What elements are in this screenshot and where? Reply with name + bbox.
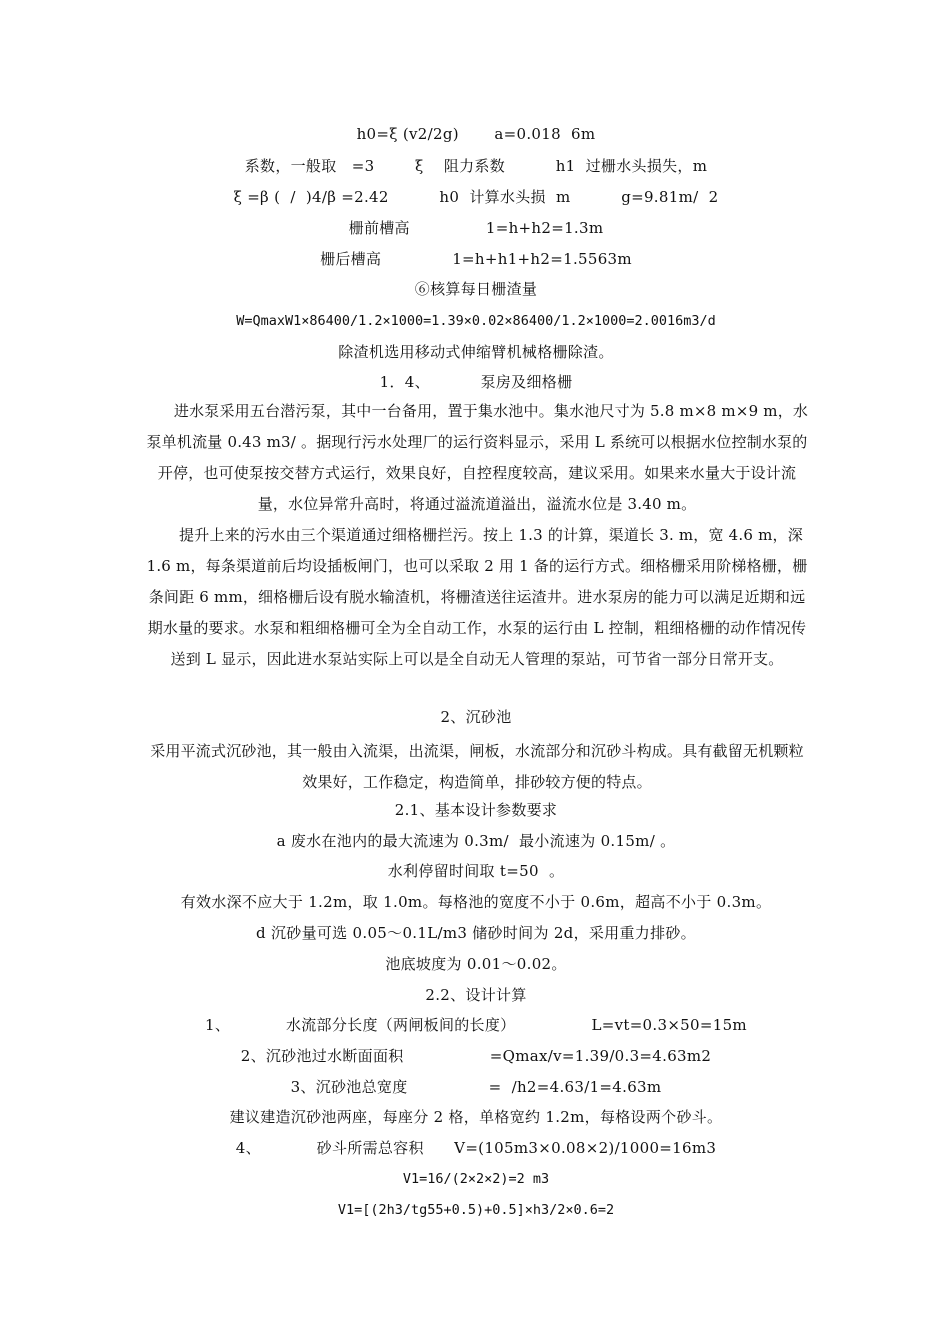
fine-screen-paragraph-text: 提升上来的污水由三个渠道通过细格栅拦污。按上 1.3 的计算，渠道长 3. m，宽 4.6 m，深 1.6 m，每条渠道前后均设插板闸门，也可以采取 2 用 1 备的运行方式。细格栅采用阶梯格栅，栅条间距 6 mm，细格栅后设有脱水输渣机，将栅渣送往运渣井。进水泵房的能力可以满足近期和远期水量的要求。水泵和粗细格栅可全为全自动工作，水泵的运行由 L 控制，粗细格栅的动作情况传送到 L 显示，因此进水泵站实际上可以是全自动无人管理的泵站，可节省一部分日常开支。	[146, 526, 808, 668]
pump-paragraph	[143, 396, 811, 520]
param-sand-volume: d 沉砂量可选 0.05～0.1L/m3 储砂时间为 2d，采用重力排砂。	[256, 924, 696, 942]
grit-chamber-intro	[143, 736, 811, 798]
section-2-heading: 2、沉砂池	[440, 708, 512, 726]
daily-screenings-heading: ⑥核算每日栅渣量	[414, 280, 538, 298]
calc-hopper-volume: 4、 砂斗所需总容积 V=(105m3×0.08×2)/1000=16m3	[235, 1139, 717, 1157]
section-2-2-heading: 2.2、设计计算	[425, 986, 527, 1004]
section-1-4-heading: 1．4、 泵房及细格栅	[379, 373, 573, 391]
xi-formula-line: ξ =β ( / )4/β =2.42 h0 计算水头损 m g=9.81m/ 2	[233, 188, 719, 206]
rear-channel-height: 栅后槽高 1=h+h1+h2=1.5563m	[320, 250, 632, 268]
front-channel-height: 栅前槽高 1=h+h2=1.3m	[348, 219, 604, 237]
param-retention: 水利停留时间取 t=50 。	[387, 862, 565, 880]
coefficient-line: 系数，一般取 =3 ξ 阻力系数 h1 过栅水头损失，m	[244, 157, 708, 175]
param-velocity: a 废水在池内的最大流速为 0.3m/ 最小流速为 0.15m/ 。	[276, 832, 676, 850]
param-depth: 有效水深不应大于 1.2m，取 1.0m。每格池的宽度不小于 0.6m，超高不小于 0.3m。	[180, 893, 772, 911]
calc-length: 1、 水流部分长度（两闸板间的长度） L=vt=0.3×50=15m	[205, 1016, 747, 1034]
fine-screen-paragraph	[143, 520, 811, 675]
calc-recommendation: 建议建造沉砂池两座，每座分 2 格，单格宽约 1.2m，每格设两个砂斗。	[229, 1108, 723, 1126]
screenings-formula: W=QmaxW1×86400/1.2×1000=1.39×0.02×86400/1.2×1000=2.0016m3/d	[236, 313, 716, 329]
calc-area: 2、沉砂池过水断面面积 =Qmax/v=1.39/0.3=4.63m2	[240, 1047, 712, 1065]
slag-removal-note: 除渣机选用移动式伸缩臂机械格栅除渣。	[338, 343, 614, 361]
calc-v1-a: V1=16/(2×2×2)=2 m3	[402, 1171, 550, 1187]
section-2-1-heading: 2.1、基本设计参数要求	[394, 801, 558, 819]
calc-v1-b: V1=[(2h3/tg55+0.5)+0.5]×h3/2×0.6=2	[337, 1202, 615, 1218]
grit-chamber-intro-text: 采用平流式沉砂池，其一般由入流渠，出流渠，闸板，水流部分和沉砂斗构成。具有截留无机颗粒效果好，工作稳定，构造简单，排砂较方便的特点。	[150, 742, 804, 791]
pump-paragraph-text: 进水泵采用五台潜污泵，其中一台备用，置于集水池中。集水池尺寸为 5.8 m×8 m×9 m，水泵单机流量 0.43 m3/ 。据现行污水处理厂的运行资料显示，采用 L 系统可以根据水位控制水泵的开停，也可使泵按交替方式运行，效果良好，自控程度较高，建议采用。如果来水量大于设计流量，水位异常升高时，将通过溢流道溢出，溢流水位是 3.40 m。	[146, 402, 809, 513]
calc-width: 3、沉砂池总宽度 = /h2=4.63/1=4.63m	[290, 1078, 662, 1096]
param-slope: 池底坡度为 0.01～0.02。	[385, 955, 567, 973]
formula-h0: h0=ξ (v2/2g) a=0.018 6m	[356, 125, 596, 143]
